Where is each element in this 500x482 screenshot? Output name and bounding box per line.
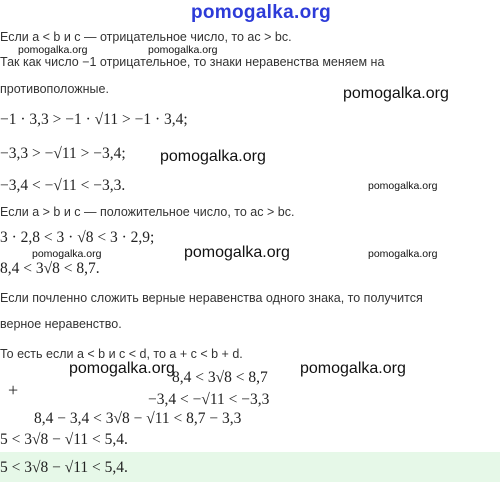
watermark: pomogalka.org (300, 360, 406, 377)
addition-rule-line-2: верное неравенство. (0, 317, 122, 331)
inequality-step-3: −3,4 < −√11 < −3,3. (0, 177, 126, 194)
watermark: pomogalka.org (148, 44, 218, 56)
inequality-step-2: −3,3 > −√11 > −3,4; (0, 145, 126, 162)
explanation-line-1: Так как число −1 отрицательное, то знаки неравенства меняем на (0, 55, 385, 69)
watermark-top: pomogalka.org (191, 2, 332, 23)
rule-positive-multiplier: Если a > b и c — положительное число, то ac > bc. (0, 205, 295, 219)
sum-bottom-inequality: −3,4 < −√11 < −3,3 (148, 391, 270, 408)
sum-result-expanded: 8,4 − 3,4 < 3√8 − √11 < 8,7 − 3,3 (34, 410, 242, 427)
watermark: pomogalka.org (32, 248, 102, 260)
explanation-line-2: противоположные. (0, 82, 109, 96)
addition-rule-line-1: Если почленно сложить верные неравенства одного знака, то получится (0, 291, 423, 305)
watermark: pomogalka.org (368, 248, 438, 260)
inequality-step-1: −1 · 3,3 > −1 · √11 > −1 · 3,4; (0, 111, 188, 128)
final-answer: 5 < 3√8 − √11 < 5,4. (0, 459, 128, 476)
watermark: pomogalka.org (184, 244, 290, 261)
watermark: pomogalka.org (343, 85, 449, 102)
watermark: pomogalka.org (69, 360, 175, 377)
rule-negative-multiplier: Если a < b и c — отрицательное число, то ac > bc. (0, 30, 292, 44)
inequality-step-5: 8,4 < 3√8 < 8,7. (0, 260, 100, 277)
plus-sign: + (8, 380, 19, 400)
inequality-step-4: 3 · 2,8 < 3 · √8 < 3 · 2,9; (0, 229, 155, 246)
sum-top-inequality: 8,4 < 3√8 < 8,7 (172, 369, 268, 386)
watermark: pomogalka.org (18, 44, 88, 56)
sum-result: 5 < 3√8 − √11 < 5,4. (0, 431, 128, 448)
watermark: pomogalka.org (368, 180, 438, 192)
addition-rule-formula: То есть если a < b и c < d, то a + c < b + d. (0, 347, 243, 361)
watermark: pomogalka.org (160, 148, 266, 165)
